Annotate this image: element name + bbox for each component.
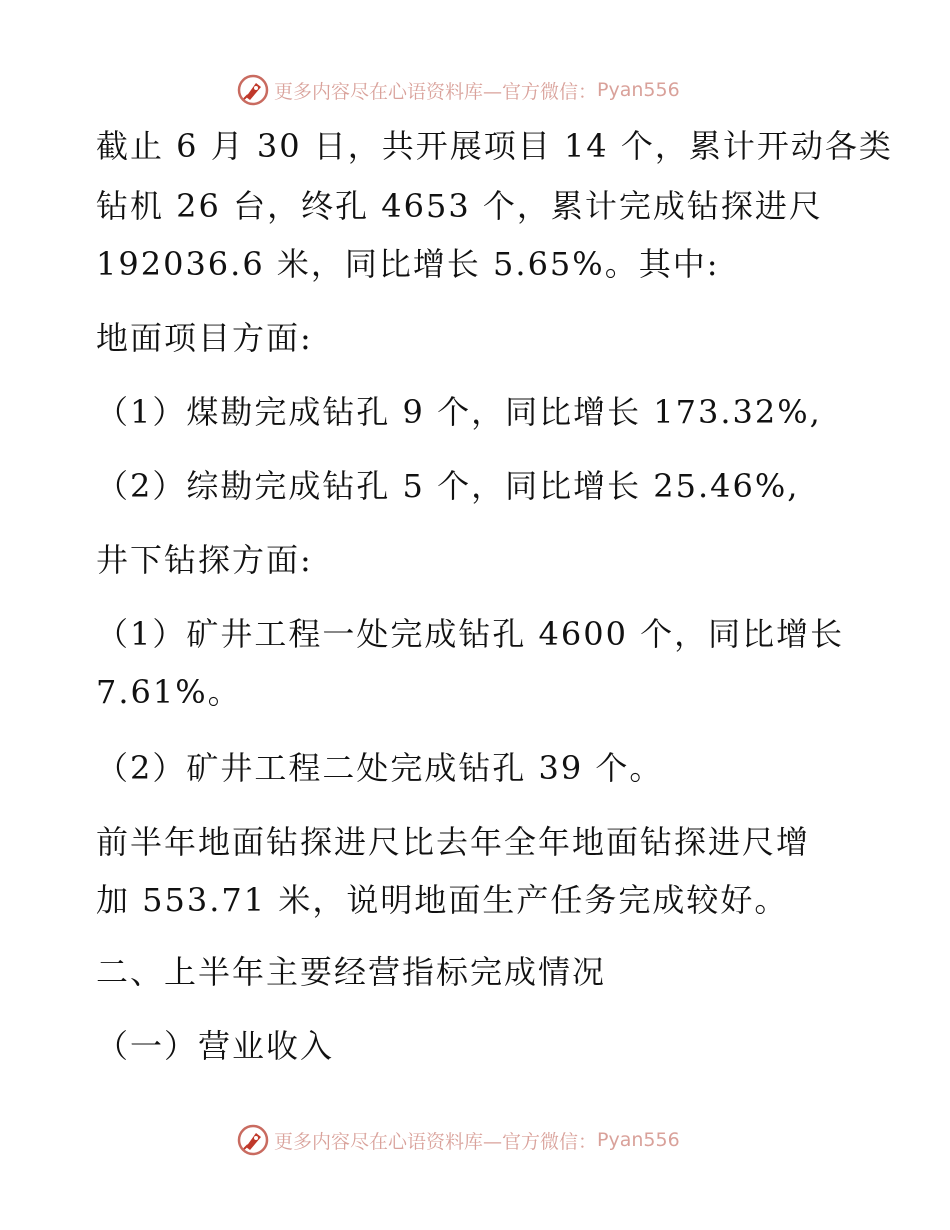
- section-heading: 地面项目方面:: [96, 319, 313, 357]
- subsection-heading: （一）营业收入: [96, 1027, 335, 1065]
- watermark-id: Pyan556: [597, 1129, 680, 1151]
- footer-watermark: [236, 1122, 680, 1158]
- body-line: 钻机 26 台，终孔 4653 个，累计完成钻探进尺: [96, 187, 823, 225]
- body-line: 192036.6 米，同比增长 5.65%。其中:: [96, 245, 720, 283]
- header-watermark: [236, 72, 680, 108]
- body-line: 截止 6 月 30 日，共开展项目 14 个，累计开动各类: [96, 127, 893, 165]
- body-line: 加 553.71 米，说明地面生产任务完成较好。: [96, 881, 789, 919]
- watermark-id: Pyan556: [597, 79, 680, 101]
- body-line: 7.61%。: [96, 673, 242, 711]
- body-line: （1）矿井工程一处完成钻孔 4600 个，同比增长: [96, 615, 845, 653]
- body-line: 前半年地面钻探进尺比去年全年地面钻探进尺增: [96, 823, 811, 861]
- body-line: （2）矿井工程二处完成钻孔 39 个。: [96, 749, 664, 787]
- pen-nib-logo-icon: [236, 1123, 270, 1157]
- watermark-text: 更多内容尽在心语资料库—官方微信：: [274, 80, 598, 103]
- body-line: （1）煤勘完成钻孔 9 个，同比增长 173.32%,: [96, 393, 822, 431]
- section-heading: 二、上半年主要经营指标完成情况: [96, 953, 607, 991]
- watermark-text: 更多内容尽在心语资料库—官方微信：: [274, 1130, 598, 1153]
- section-heading: 井下钻探方面:: [96, 541, 313, 579]
- body-line: （2）综勘完成钻孔 5 个，同比增长 25.46%,: [96, 467, 800, 505]
- pen-nib-logo-icon: [236, 73, 270, 107]
